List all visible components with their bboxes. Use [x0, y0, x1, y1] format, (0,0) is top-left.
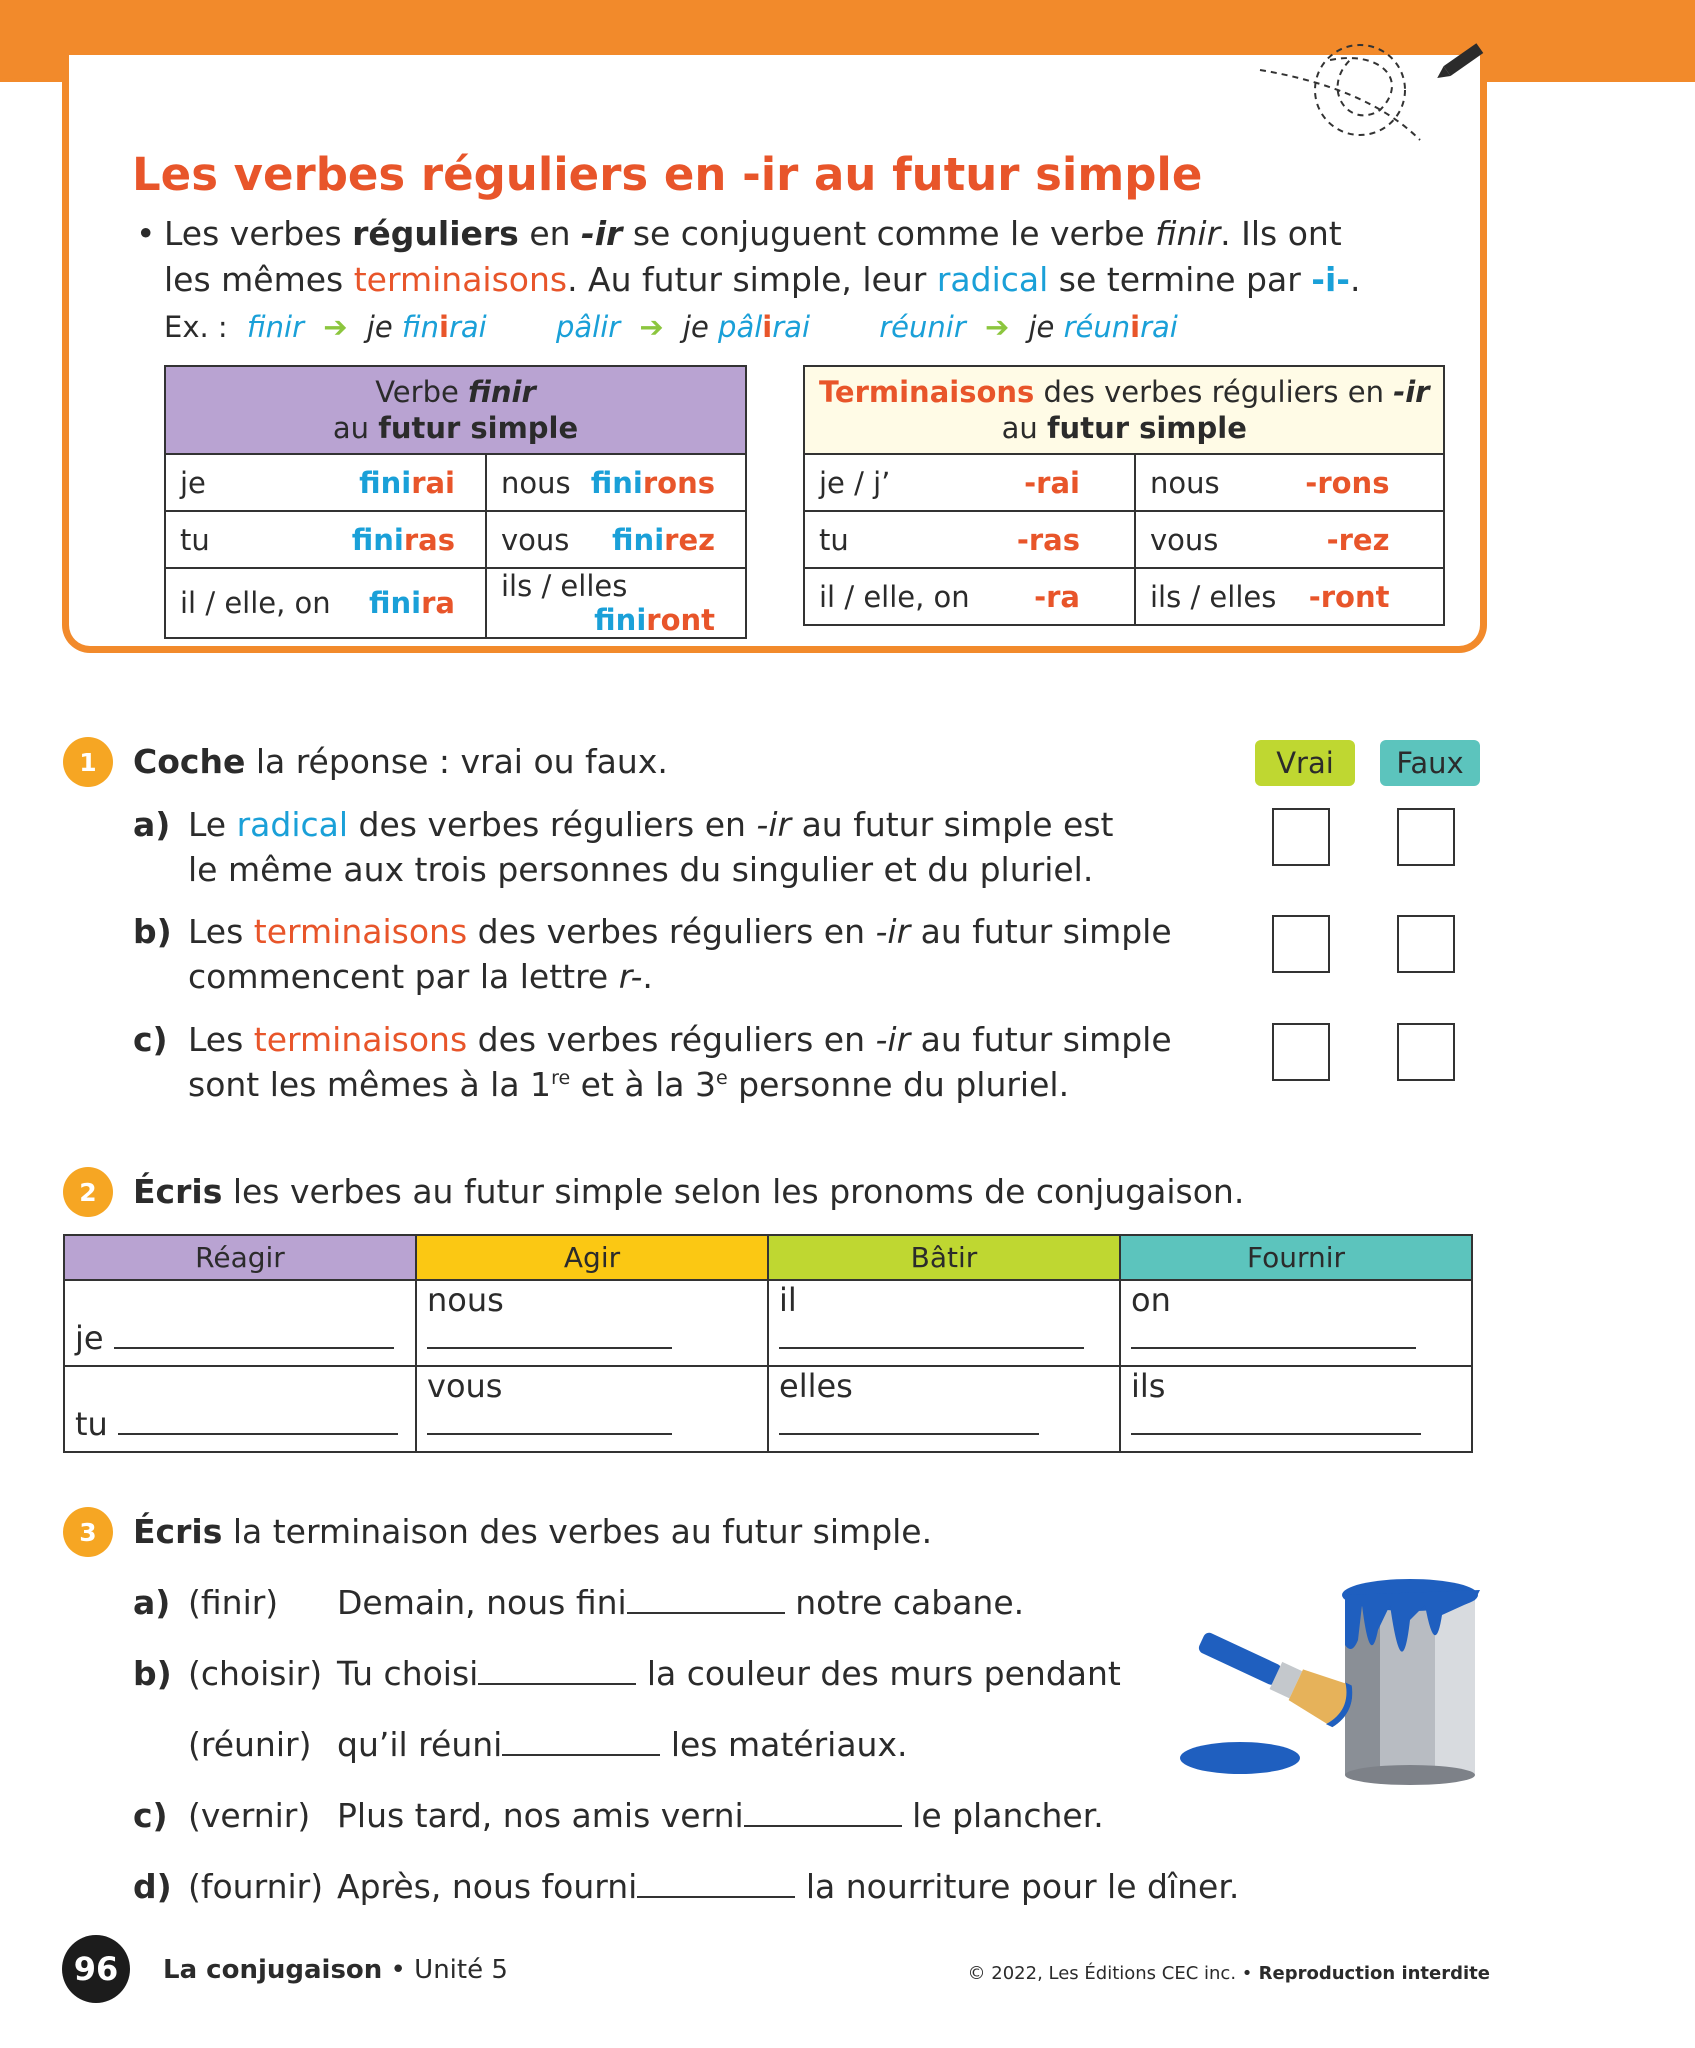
checkbox-c-faux[interactable] — [1397, 1023, 1455, 1081]
arrow-icon: ➔ — [984, 310, 1010, 344]
exercise-3-title: Écris la terminaison des verbes au futur simple. — [133, 1512, 933, 1551]
column-header: Réagir — [64, 1235, 416, 1280]
statement-a-line-1: Le radical des verbes réguliers en -ir au futur simple est — [188, 805, 1114, 844]
table-row: je / j’ -rai nous -rons — [804, 454, 1444, 511]
exercise-number-1: 1 — [63, 737, 113, 787]
checkbox-a-vrai[interactable] — [1272, 808, 1330, 866]
statement-b-line-1: Les terminaisons des verbes réguliers en -ir au futur simple — [188, 912, 1172, 951]
table-row: tu vous elles ils — [64, 1366, 1472, 1452]
statement-c-line-2: sont les mêmes à la 1re et à la 3e personne du pluriel. — [188, 1065, 1070, 1104]
answer-blank[interactable] — [779, 1433, 1039, 1435]
answer-blank[interactable] — [1131, 1347, 1416, 1349]
answer-blank[interactable] — [744, 1825, 902, 1827]
faux-header: Faux — [1380, 740, 1480, 786]
paint-can-brush-illustration — [1180, 1560, 1500, 1790]
column-header: Fournir — [1120, 1235, 1472, 1280]
checkbox-b-faux[interactable] — [1397, 915, 1455, 973]
answer-blank[interactable] — [502, 1754, 660, 1756]
exercise-number-2: 2 — [63, 1167, 113, 1217]
answer-blank[interactable] — [427, 1433, 672, 1435]
answer-blank[interactable] — [779, 1347, 1084, 1349]
item-letter: b) — [133, 912, 172, 951]
statement-a-line-2: le même aux trois personnes du singulier et du pluriel. — [188, 850, 1094, 889]
table-row: il / elle, on finira ils / elles finiront — [165, 568, 746, 638]
table-row: il / elle, on -ra ils / elles -ront — [804, 568, 1444, 625]
checkbox-b-vrai[interactable] — [1272, 915, 1330, 973]
answer-blank[interactable] — [427, 1347, 672, 1349]
statement-c-line-1: Les terminaisons des verbes réguliers en -ir au futur simple — [188, 1020, 1172, 1059]
item-letter: c) — [133, 1020, 168, 1059]
page-number: 96 — [62, 1935, 130, 2003]
pencil-icon — [1240, 20, 1520, 150]
column-header: Agir — [416, 1235, 768, 1280]
rule-title: Les verbes réguliers en -ir au futur simple — [132, 148, 1203, 201]
table-header: Terminaisons des verbes réguliers en -ir au futur simple — [804, 366, 1444, 454]
table-row: tu -ras vous -rez — [804, 511, 1444, 568]
exercise-number-3: 3 — [63, 1507, 113, 1557]
item-letter: a) — [133, 805, 171, 844]
checkbox-a-faux[interactable] — [1397, 808, 1455, 866]
finir-conjugation-table — [164, 365, 747, 639]
vrai-header: Vrai — [1255, 740, 1355, 786]
table-row: tu finiras vous finirez — [165, 511, 746, 568]
examples-line: Ex. : finir ➔ je finirai pâlir ➔ je pâlirai réunir ➔ je réunirai — [164, 310, 1178, 344]
exercise-2-title: Écris les verbes au futur simple selon les pronoms de conjugaison. — [133, 1172, 1245, 1211]
table-row: je finirai nous finirons — [165, 454, 746, 511]
rule-line-2: les mêmes terminaisons. Au futur simple, leur radical se termine par -i-. — [164, 260, 1361, 299]
arrow-icon: ➔ — [639, 310, 664, 344]
answer-blank[interactable] — [118, 1433, 398, 1435]
rule-line-1: Les verbes réguliers en -ir se conjuguent comme le verbe finir. Ils ont — [164, 214, 1342, 253]
statement-b-line-2: commencent par la lettre r-. — [188, 957, 653, 996]
checkbox-c-vrai[interactable] — [1272, 1023, 1330, 1081]
exercise-1-title: Coche la réponse : vrai ou faux. — [133, 742, 668, 781]
table-row: je nous il on — [64, 1280, 1472, 1366]
footer-copyright: © 2022, Les Éditions CEC inc. • Reproduction interdite — [967, 1963, 1490, 1984]
table-header: Verbe finir au futur simple — [165, 366, 746, 454]
endings-table — [803, 365, 1445, 626]
answer-blank[interactable] — [478, 1683, 636, 1685]
answer-blank[interactable] — [637, 1896, 795, 1898]
column-header: Bâtir — [768, 1235, 1120, 1280]
bullet: • — [136, 214, 156, 253]
conjugation-exercise-table — [63, 1234, 1473, 1453]
arrow-icon: ➔ — [323, 310, 348, 344]
answer-blank[interactable] — [627, 1612, 785, 1614]
answer-blank[interactable] — [114, 1347, 394, 1349]
answer-blank[interactable] — [1131, 1433, 1421, 1435]
footer-section: La conjugaison • Unité 5 — [163, 1955, 508, 1985]
